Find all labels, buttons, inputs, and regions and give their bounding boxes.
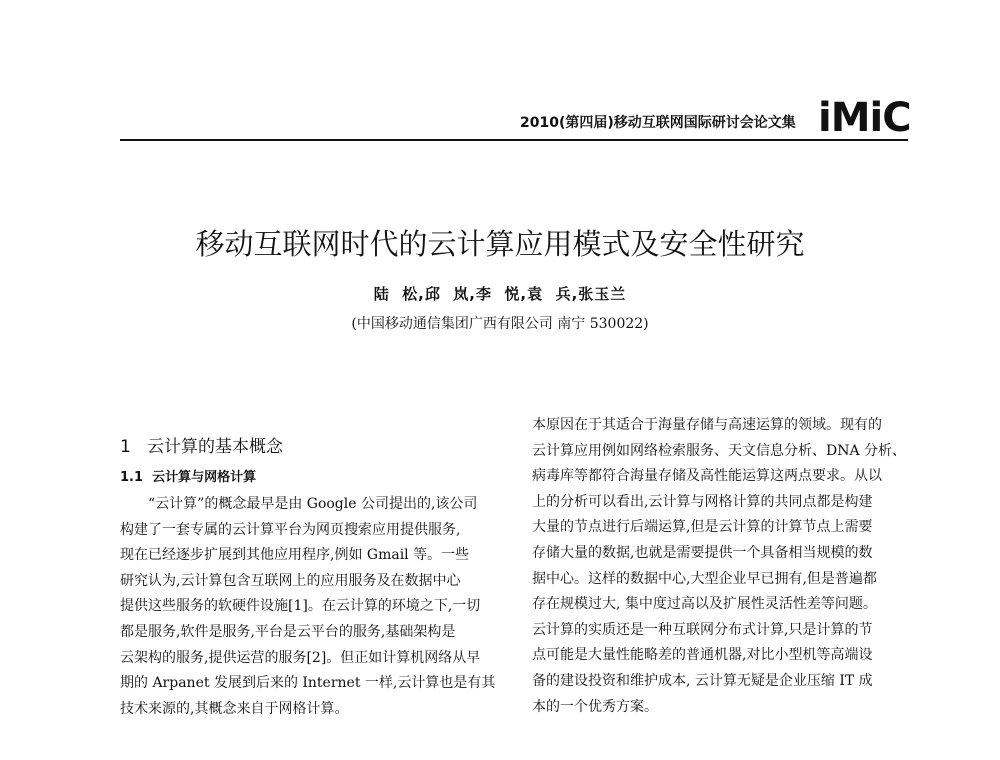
subsection-heading: 1.1 云计算与网格计算 [120,470,257,485]
paper-authors: 陆 松,邱 岚,李 悦,袁 兵,张玉兰 [373,285,627,303]
body-line: 期的 Arpanet 发展到后来的 Internet 一样,云计算也是有其 [120,675,496,692]
header-rule [120,139,908,141]
body-line: 提供这些服务的软硬件设施[1]。在云计算的环境之下,一切 [120,598,481,615]
body-line: 云架构的服务,提供运营的服务[2]。但正如计算机网络从早 [120,649,481,666]
paper-affiliation: (中国移动通信集团广西有限公司 南宁 530022) [351,316,649,332]
body-line: 据中心。这样的数据中心,大型企业早已拥有,但是普遍都 [532,570,877,587]
body-line: 云计算的实质还是一种互联网分布式计算,只是计算的节 [532,621,873,638]
body-line: 大量的节点进行后端运算,但是云计算的计算节点上需要 [532,519,873,536]
body-line: 存储大量的数据,也就是需要提供一个具备相当规模的数 [532,544,873,561]
body-line: 本的一个优秀方案。 [532,698,658,715]
left-column [120,430,500,722]
right-column [532,413,912,720]
body-line: 本原因在于其适合于海量存储与高速运算的领域。现有的 [532,417,882,433]
body-line: 现在已经逐步扩展到其他应用程序,例如 Gmail 等。一些 [120,547,470,564]
body-line: 技术来源的,其概念来自于网格计算。 [120,700,349,717]
body-line: 存在规模过大, 集中度过高以及扩展性灵活性差等问题。 [532,596,877,613]
body-line: 上的分析可以看出,云计算与网格计算的共同点都是构建 [532,493,873,510]
body-line: 都是服务,软件是服务,平台是云平台的服务,基础架构是 [120,623,456,640]
imic-logo: iMiC [818,95,911,141]
body-line: 云计算应用例如网络检索服务、天文信息分析、DNA 分析、 [532,442,907,459]
section-heading: 1 云计算的基本概念 [120,437,284,457]
body-line: 点可能是大量性能略差的普通机器,对比小型机等高端设 [532,647,873,664]
body-line: 病毒库等都符合海量存储及高性能运算这两点要求。从以 [532,468,882,485]
body-line: “云计算”的概念最早是由 Google 公司提出的,该公司 [148,496,478,512]
body-line: 研究认为,云计算包含互联网上的应用服务及在数据中心 [120,572,461,589]
body-line: 备的建设投资和维护成本, 云计算无疑是企业压缩 IT 成 [532,672,873,689]
paper-title: 移动互联网时代的云计算应用模式及安全性研究 [195,227,805,261]
proceedings-title: 2010(第四届)移动互联网国际研讨会论文集 [520,115,796,131]
body-line: 构建了一套专属的云计算平台为网页搜索应用提供服务, [120,521,461,538]
